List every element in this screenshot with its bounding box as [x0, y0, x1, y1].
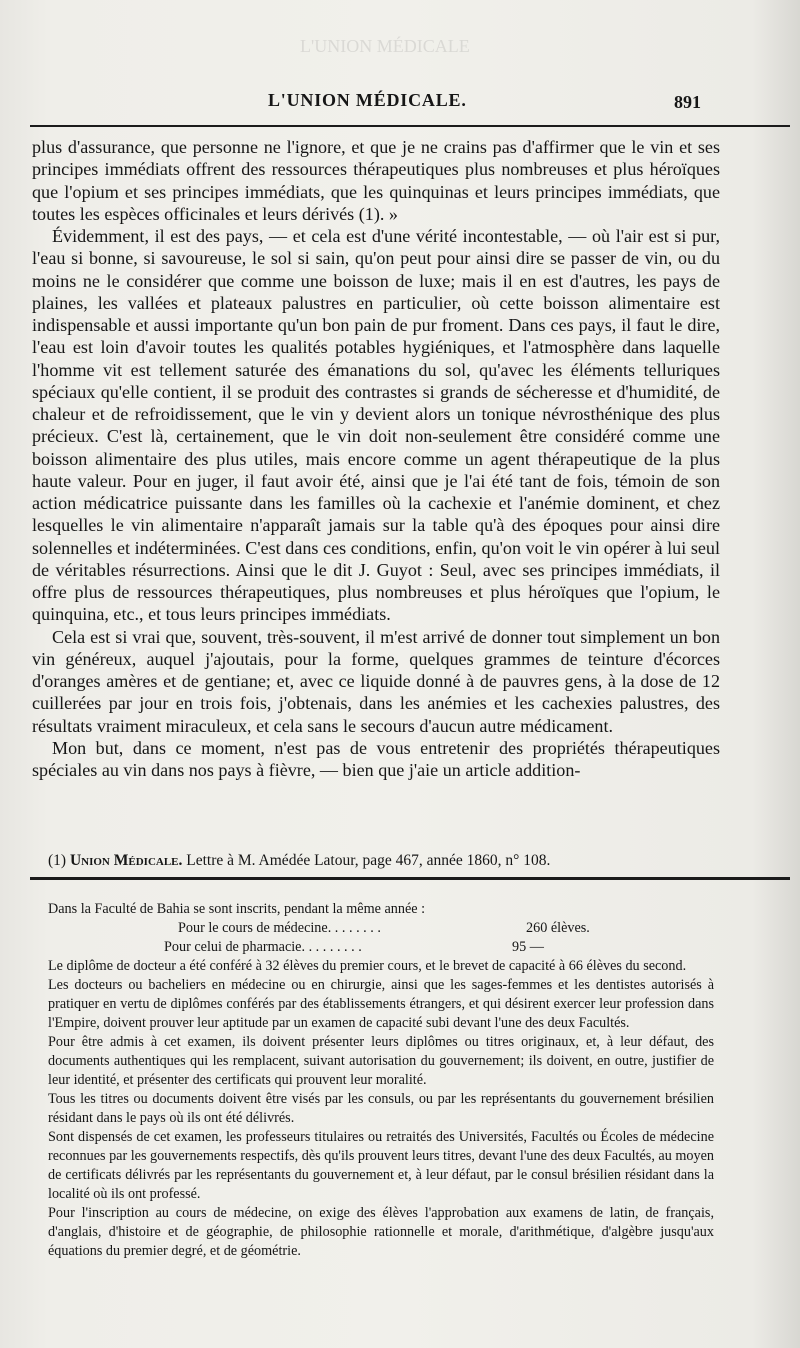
page-number: 891 [674, 92, 701, 112]
enrollment-row [178, 919, 618, 938]
news-section [48, 900, 714, 1261]
footnote [48, 852, 550, 870]
article-body [32, 136, 720, 781]
news-paragraph: Le diplôme de docteur a été conféré à 32 élèves du premier cours, et le brevet de capacité à 66 élèves du second. [48, 958, 687, 974]
footnote-marker: (1) [48, 852, 67, 869]
paragraph: Cela est si vrai que, souvent, très-souvent, il m'est arrivé de donner tout simplement un bon vin généreux, auquel j'ajoutais, pour la forme, quelques grammes de teinture d'écorces d'oranges amères et de gentiane; et, avec ce liquide donné à de pauvres gens, à la dose de 12 cuillerées par jour en trois fois, j'obtenais, dans les anémies et les cachexies palustres, des résultats vraiment miraculeux, et cela sans le secours d'aucun autre médicament. [32, 626, 720, 736]
news-intro: Dans la Faculté de Bahia se sont inscrits, pendant la même année : [48, 901, 426, 917]
enrollment-label: Pour le cours de médecine. . . . . . . . [178, 920, 381, 936]
enrollment-value: 260 élèves. [526, 920, 590, 936]
header-rule [30, 125, 790, 127]
paragraph: Évidemment, il est des pays, — et cela est d'une vérité incontestable, — où l'air est si pur, l'eau si bonne, si savoureuse, le sol si sain, qu'on peut pour ainsi dire se passer de vin, ou du moins ne le considérer que comme une boisson de luxe; mais il en est d'autres, les pays de plaines, les vallées et plateaux palustres en particulier, où cette boisson alimentaire est indispensable et aussi importante qu'un bon pain de pur froment. Dans ces pays, il faut le dire, l'eau est loin d'avoir toutes les qualités potables hygiéniques, et l'atmosphère dans laquelle l'homme vit est tellement saturée des émanations du sol, qu'avec les éléments telluriques spéciaux qu'elle contient, il se produit des contrastes si grands de sécheresse et d'humidité, de chaleur et de refroidissement, que le vin y devient alors un tonique névrosthénique des plus précieux. C'est là, certainement, que le vin doit non-seulement être considéré comme une boisson alimentaire des plus utiles, mais encore comme un agent thérapeutique de la plus haute valeur. Pour en juger, il faut avoir été, ainsi que je l'ai été tant de fois, témoin de son action médicatrice puissante dans les familles où la cachexie et l'anémie dominent, et chez lesquelles le vin alimentaire n'apparaît jamais sur la table qu'à des époques pour ainsi dire solennelles et indéterminées. C'est dans ces conditions, enfin, qu'on voit le vin opérer à lui seul de véritables résurrections. Ainsi que le dit J. Guyot : Seul, avec ses principes immédiats, il offre plus de ressources thérapeutiques, plus nombreuses et plus héroïques que l'opium, le quinquina, etc., et tous leurs principes immédiats. [32, 226, 720, 625]
footnote-text: Lettre à M. Amédée Latour, page 467, année 1860, n° 108. [186, 852, 551, 869]
enrollment-label: Pour celui de pharmacie. . . . . . . . . [164, 939, 362, 955]
enrollment-value: 95 — [512, 939, 544, 955]
enrollment-row [164, 938, 604, 957]
paragraph: plus d'assurance, que personne ne l'ignore, et que je ne crains pas d'affirmer que le vin et ses principes immédiats offrent des ressources thérapeutiques plus nombreuses et plus héroïques que l'opium et ses principes immédiats, que les quinquinas et leurs principes immédiats, que toutes les espèces officinales et leurs dérivés (1). » [32, 137, 720, 224]
bleed-through-text: L'UNION MÉDICALE [300, 36, 470, 56]
footnote-rule [30, 877, 790, 880]
news-paragraph: Pour l'inscription au cours de médecine, on exige des élèves l'approbation aux examens de latin, de français, d'anglais, d'histoire et de géographie, de philosophie rationnelle et morale, d'arithmétique, d'algèbre jusqu'aux équations du premier degré, et de géométrie. [48, 1205, 714, 1259]
running-title: L'UNION MÉDICALE. [268, 90, 467, 110]
news-paragraph: Les docteurs ou bacheliers en médecine ou en chirurgie, ainsi que les sages-femmes et les dentistes autorisés à pratiquer en vertu de diplômes conférés par des établissements étrangers, et qui désirent exercer leur profession dans l'Empire, doivent prouver leur aptitude par un examen de capacité subi devant l'une des deux Facultés. [48, 977, 714, 1031]
news-paragraph: Sont dispensés de cet examen, les professeurs titulaires ou retraités des Universités, Facultés ou Écoles de médecine reconnues par les gouvernements respectifs, dès qu'ils prouvent leurs titres, devant l'une des deux Facultés, au moyen de certificats délivrés par les représentants du gouvernement et, à leur défaut, par le consul brésilien résidant dans la localité où ils ont professé. [48, 1129, 714, 1202]
page-header [0, 88, 800, 118]
news-paragraph: Tous les titres ou documents doivent être visés par les consuls, ou par les représentants du gouvernement brésilien résidant dans le pays où ils ont été délivrés. [48, 1091, 714, 1126]
news-paragraph: Pour être admis à cet examen, ils doivent présenter leurs diplômes ou titres originaux, et, à leur défaut, des documents authentiques qui les remplacent, suivant autorisation du gouvernement; ils doivent, en outre, justifier de leur identité, et présenter des certificats qui prouvent leur moralité. [48, 1034, 714, 1088]
paragraph: Mon but, dans ce moment, n'est pas de vous entretenir des propriétés thérapeutiques spéciales au vin dans nos pays à fièvre, — bien que j'aie un article addition- [32, 737, 720, 780]
footnote-source: Union Médicale. [69, 852, 183, 869]
